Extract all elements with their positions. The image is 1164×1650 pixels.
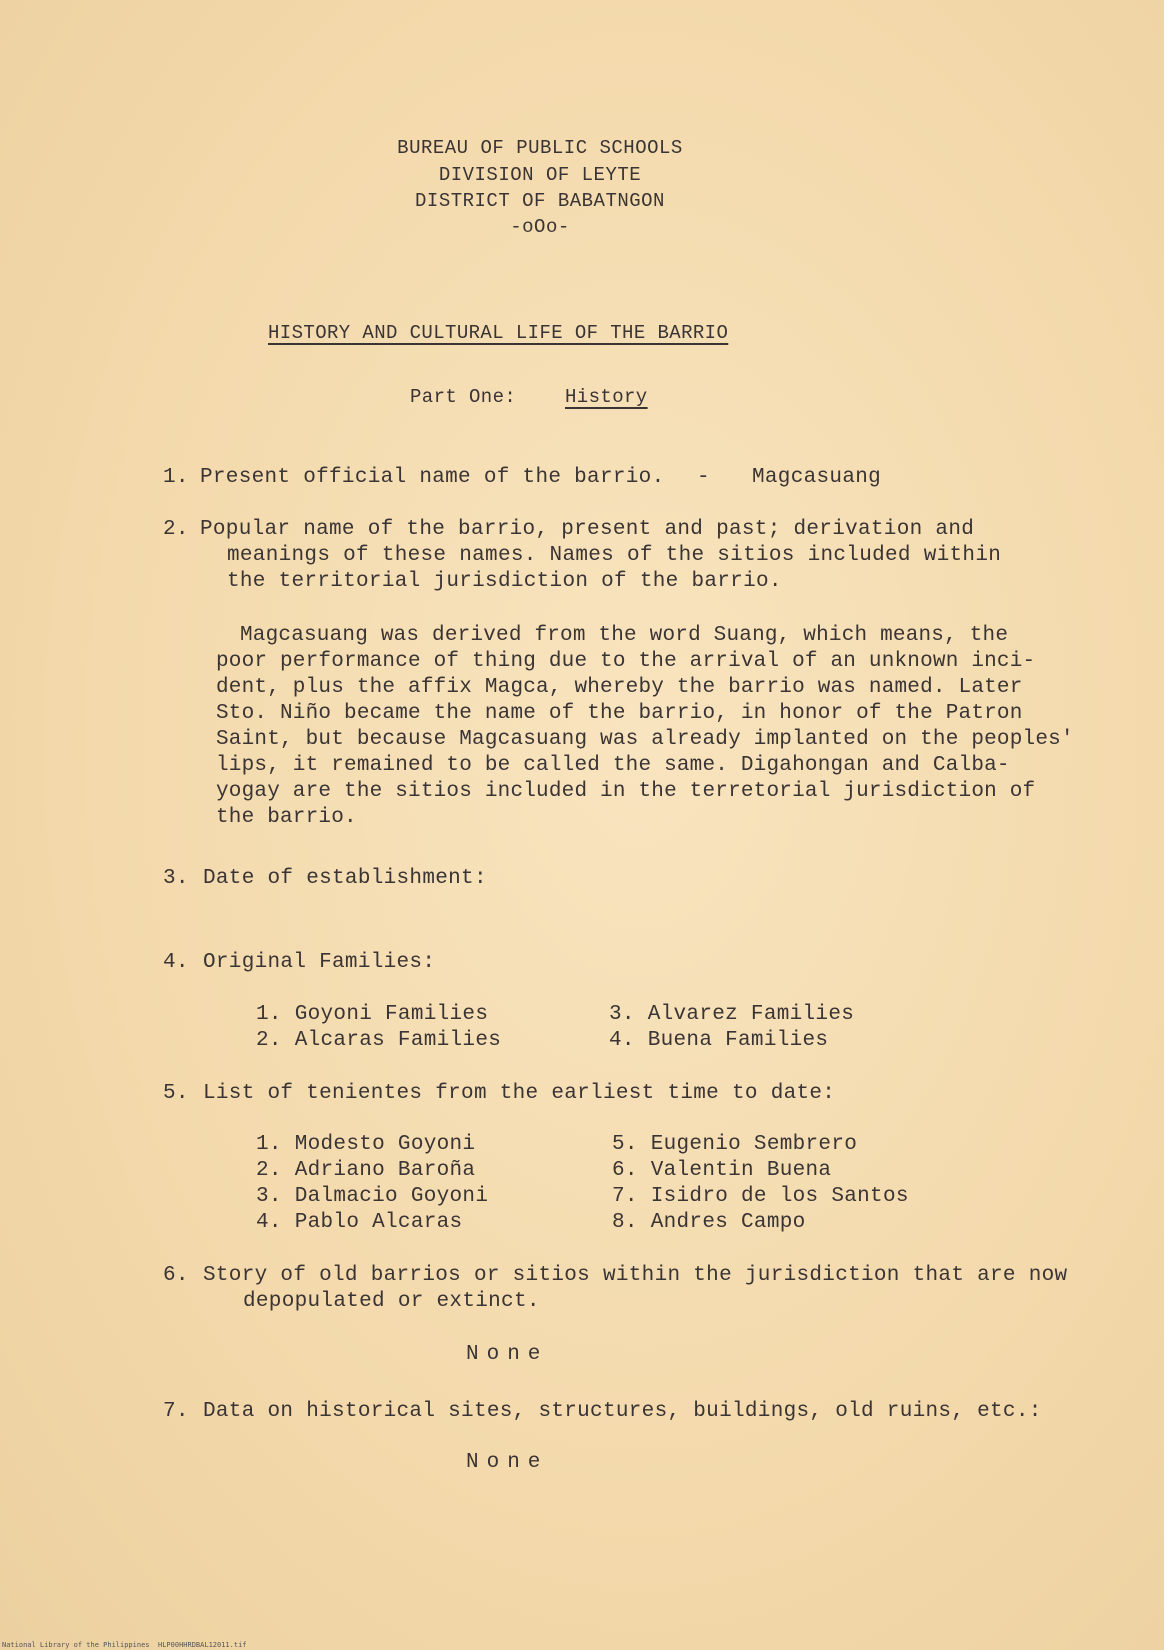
family-item: 1. Goyoni Families	[256, 1003, 489, 1026]
q2-answer-line: Saint, but because Magcasuang was already implanted on the peoples'	[216, 728, 1074, 751]
q5-question: List of tenientes from the earliest time to date:	[203, 1082, 836, 1105]
document-title: HISTORY AND CULTURAL LIFE OF THE BARRIO	[268, 322, 729, 344]
q2-question-line: Popular name of the barrio, present and past; derivation and	[200, 518, 975, 541]
family-item: 2. Alcaras Families	[256, 1029, 502, 1052]
q2-answer-line: lips, it remained to be called the same. Digahongan and Calba-	[216, 754, 1010, 777]
footer-filename: HLP00HHRDBAL12011.tif	[158, 1641, 247, 1649]
part-name: History	[565, 386, 648, 408]
q2-question-line: meanings of these names. Names of the sitios included within	[227, 544, 1002, 567]
q2-answer-line: the barrio.	[216, 806, 357, 829]
teniente-item: 1. Modesto Goyoni	[256, 1133, 476, 1156]
header-separator: -oOo-	[510, 216, 570, 238]
q4-question: Original Families:	[203, 951, 436, 974]
header-district: DISTRICT OF BABATNGON	[415, 190, 665, 212]
teniente-item: 7. Isidro de los Santos	[612, 1185, 909, 1208]
q2-answer-line: dent, plus the affix Magca, whereby the barrio was named. Later	[216, 676, 1023, 699]
q2-answer-line: yogay are the sitios included in the terretorial jurisdiction of	[216, 780, 1036, 803]
q5-number: 5.	[163, 1082, 189, 1105]
q6-number: 6.	[163, 1264, 189, 1287]
teniente-item: 3. Dalmacio Goyoni	[256, 1185, 489, 1208]
family-item: 3. Alvarez Families	[609, 1003, 855, 1026]
teniente-item: 2. Adriano Baroña	[256, 1159, 476, 1182]
teniente-item: 4. Pablo Alcaras	[256, 1211, 463, 1234]
q4-number: 4.	[163, 951, 189, 974]
teniente-item: 8. Andres Campo	[612, 1211, 806, 1234]
q1-question: Present official name of the barrio.	[200, 466, 665, 489]
q1-answer: Magcasuang	[752, 466, 882, 489]
q7-number: 7.	[163, 1400, 189, 1423]
q7-question: Data on historical sites, structures, buildings, old ruins, etc.:	[203, 1400, 1042, 1423]
family-item: 4. Buena Families	[609, 1029, 829, 1052]
q1-dash: -	[697, 466, 710, 489]
q2-question-line: the territorial jurisdiction of the barrio.	[227, 570, 782, 593]
q7-answer: None	[466, 1451, 549, 1474]
q2-answer-line: poor performance of thing due to the arrival of an unknown inci-	[216, 650, 1036, 673]
q1-number: 1.	[163, 466, 189, 489]
header-bureau: BUREAU OF PUBLIC SCHOOLS	[397, 137, 683, 159]
footer-library: National Library of the Philippines	[2, 1641, 150, 1649]
header-division: DIVISION OF LEYTE	[438, 164, 642, 186]
q2-answer-line: Sto. Niño became the name of the barrio, in honor of the Patron	[216, 702, 1023, 725]
q3-number: 3.	[163, 867, 189, 890]
q6-question-line: Story of old barrios or sitios within the jurisdiction that are now	[203, 1264, 1068, 1287]
q2-number: 2.	[163, 518, 189, 541]
q3-question: Date of establishment:	[203, 867, 487, 890]
q6-question-line: depopulated or extinct.	[243, 1290, 540, 1313]
q2-answer-line: Magcasuang was derived from the word Suang, which means, the	[240, 624, 1009, 647]
teniente-item: 6. Valentin Buena	[612, 1159, 832, 1182]
teniente-item: 5. Eugenio Sembrero	[612, 1133, 858, 1156]
q6-answer: None	[466, 1343, 549, 1366]
part-label: Part One:	[410, 386, 517, 408]
